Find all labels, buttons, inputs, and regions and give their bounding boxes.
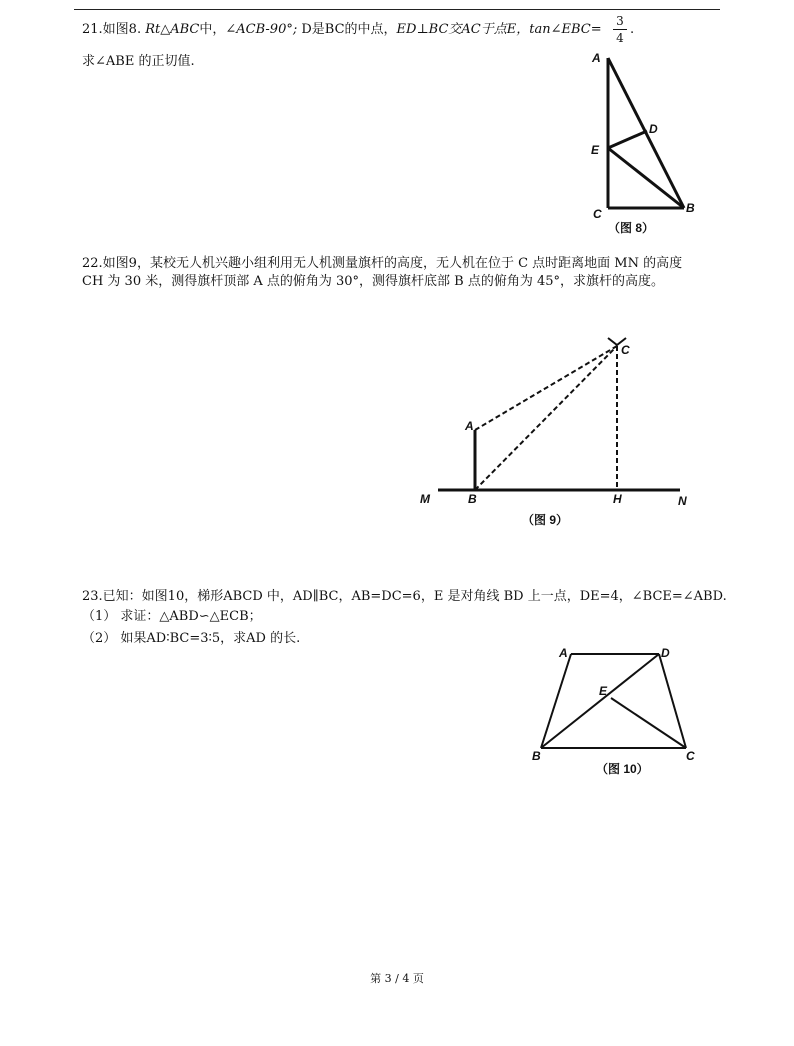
segment-ab [541, 654, 571, 748]
label-m: M [420, 492, 430, 506]
q21-rt: Rt [145, 22, 161, 37]
label-c: C [686, 749, 695, 763]
q22-statement-line2: CH 为 30 米，测得旗杆顶部 A 点的俯角为 30°，测得旗杆底部 B 点的俯角为 45°，求旗杆的高度。 [82, 274, 665, 289]
diagonal-bd [541, 654, 659, 748]
figure-8-diagram [580, 48, 710, 238]
label-a: A [559, 646, 568, 660]
label-b: B [468, 492, 477, 506]
label-h: H [613, 492, 622, 506]
q21-tangent: tan∠EBC= [529, 22, 602, 37]
label-c: C [621, 343, 630, 357]
segment-ed [608, 131, 647, 148]
figure-9-caption: （图 9） [522, 513, 569, 527]
q21-number: 21.如图8. [82, 22, 146, 37]
label-a: A [465, 419, 474, 433]
label-b: B [532, 749, 541, 763]
figure-10-caption: （图 10） [596, 762, 649, 776]
page-number: 第 3 / 4 页 [370, 972, 424, 985]
q21-angle: ∠ACB-90°; [225, 22, 298, 37]
q21-statement-line2: 求∠ABE 的正切值. [82, 54, 195, 69]
label-d: D [661, 646, 670, 660]
figure-8-caption: （图 8） [608, 221, 655, 235]
q23-statement: 23.已知：如图10，梯形ABCD 中，AD∥BC，AB=DC=6，E 是对角线 BD 上一点，DE=4，∠BCE=∠ABD. [82, 589, 727, 604]
q21-perpendicular: ED⊥BC交AC于点E， [396, 22, 530, 37]
q21-midpoint: D是BC的中点， [297, 22, 397, 37]
segment-eb [608, 148, 684, 208]
figure-9-diagram [410, 330, 710, 530]
header-rule [74, 9, 720, 10]
q21-triangle: △ABC [160, 22, 200, 37]
label-n: N [678, 494, 687, 508]
fraction-numerator: 3 [616, 14, 624, 28]
fraction-denominator: 4 [616, 31, 624, 45]
figure-10-diagram [526, 642, 706, 778]
q22-statement-line1: 22.如图9，某校无人机兴趣小组利用无人机测量旗杆的高度，无人机在位于 C 点时距离地面 MN 的高度 [82, 256, 683, 271]
q23-part1: （1） 求证：△ABD∽△ECB； [82, 609, 262, 624]
q21-period: . [630, 22, 635, 37]
label-b: B [686, 201, 695, 215]
q23-part2: （2） 如果AD∶BC=3∶5，求AD 的长. [82, 631, 301, 646]
fraction-bar [613, 29, 627, 30]
label-d: D [649, 122, 658, 136]
q21-fraction [612, 14, 628, 45]
label-c: C [593, 207, 602, 221]
label-a: A [592, 51, 601, 65]
sightline-ca [475, 346, 617, 430]
q21-text-zhong: 中， [199, 22, 226, 37]
label-e: E [599, 684, 608, 698]
q21-statement-line1 [82, 22, 602, 38]
label-e: E [591, 143, 600, 157]
